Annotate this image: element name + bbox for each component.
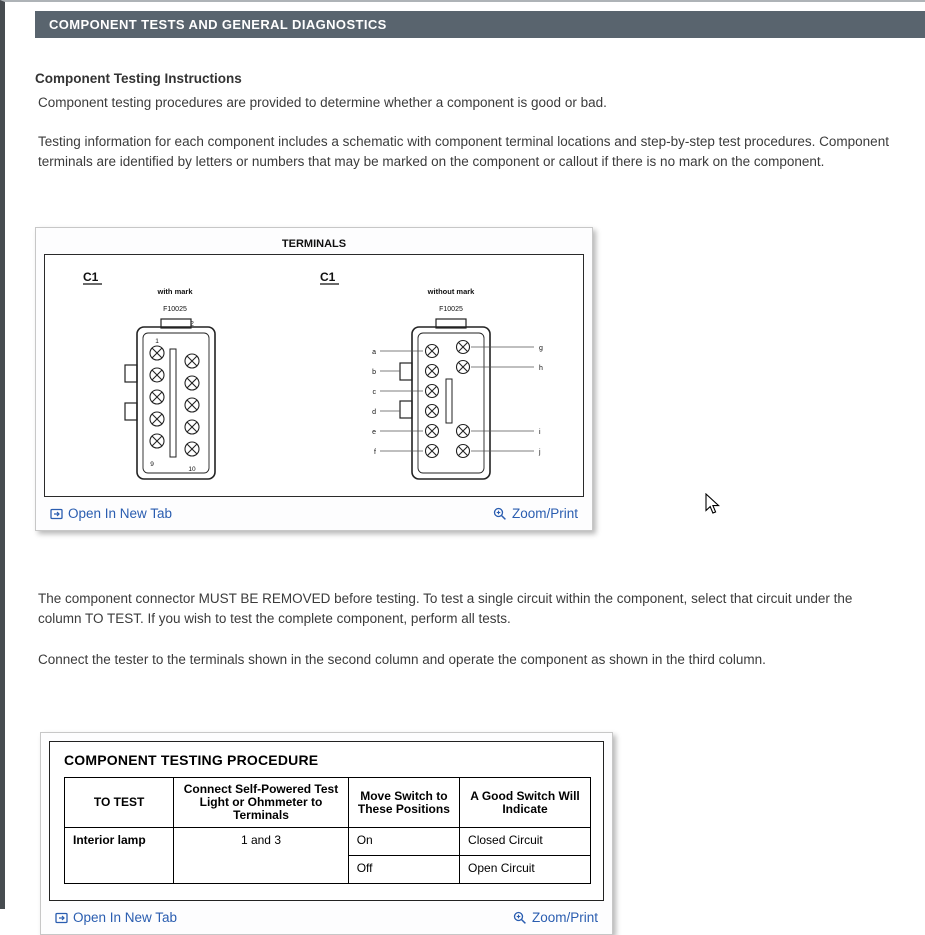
header-to-test: TO TEST (65, 778, 174, 828)
figure-testing-procedure (40, 732, 613, 935)
paragraph-intro: Component testing procedures are provided to determine whether a component is good or bad. (38, 95, 607, 110)
table-header-row (65, 778, 591, 828)
connector1-mark-label: with mark (157, 287, 193, 296)
connector1-terminal-pins (150, 346, 199, 456)
open-in-new-tab-link[interactable] (50, 506, 172, 521)
connector1-code: F10025 (163, 306, 187, 313)
pin-number-1: 1 (155, 338, 159, 345)
open-in-new-tab-icon (55, 912, 68, 924)
figure-terminals (35, 227, 593, 531)
open-in-new-tab-link[interactable] (55, 910, 177, 925)
pin-letter-j: j (539, 449, 541, 456)
cell-indication-open: Open Circuit (460, 856, 591, 884)
pin-number-9: 9 (150, 461, 154, 468)
connector2-code: F10025 (439, 306, 463, 313)
connector1-body (125, 319, 215, 479)
main-content (5, 71, 925, 935)
paragraph-connect-tester: Connect the tester to the terminals shown in the second column and operate the component as shown in the third column. (38, 652, 766, 667)
pin-letter-b: b (372, 369, 376, 376)
zoom-print-icon (513, 911, 527, 925)
paragraph-connector-removed: The component connector MUST BE REMOVED before testing. To test a single circuit within the component, select that circuit under the column TO TEST. If you wish to test the complete component, perform all tests. (38, 591, 853, 626)
cell-terminals: 1 and 3 (174, 828, 348, 884)
testing-procedure-title: COMPONENT TESTING PROCEDURE (64, 752, 319, 768)
section-title: Component Testing Instructions (35, 71, 242, 86)
zoom-print-link[interactable] (493, 506, 578, 521)
cell-position-on: On (348, 828, 459, 856)
header-indicate: A Good Switch Will Indicate (460, 778, 591, 828)
figure2-footer (49, 901, 604, 926)
zoom-print-label: Zoom/Print (531, 910, 598, 925)
pin-letter-h: h (539, 365, 543, 372)
cell-indication-closed: Closed Circuit (460, 828, 591, 856)
connector-with-mark-diagram (57, 261, 292, 493)
pin-number-2: 2 (190, 320, 194, 328)
header-positions: Move Switch to These Positions (348, 778, 459, 828)
pin-number-10: 10 (188, 466, 196, 473)
testing-procedure-box (49, 741, 604, 901)
figure1-footer (44, 497, 584, 522)
open-in-new-tab-icon (50, 508, 63, 520)
table-row (65, 828, 591, 856)
pin-letter-i: i (539, 429, 541, 436)
connector1-label: C1 (83, 270, 99, 284)
zoom-print-label: Zoom/Print (511, 506, 578, 521)
zoom-print-link[interactable] (513, 910, 598, 925)
zoom-print-icon (493, 507, 507, 521)
connector2-terminal-pins (426, 341, 470, 458)
cell-position-off: Off (348, 856, 459, 884)
pin-letter-e: e (372, 429, 376, 436)
pin-letter-a: a (372, 349, 376, 356)
pin-letter-g: g (539, 345, 543, 352)
connector2-mark-label: without mark (427, 287, 475, 296)
terminals-diagram (44, 254, 584, 497)
connector2-body (400, 319, 490, 479)
cell-to-test: Interior lamp (65, 828, 174, 884)
figure-terminals-title: TERMINALS (281, 238, 347, 250)
open-in-new-tab-label: Open In New Tab (73, 910, 178, 925)
pin-letter-f: f (374, 449, 376, 456)
paragraph-testing-info: Testing information for each component includes a schematic with component terminal locations and step-by-step test procedures. Component terminals are identified by letters or numbers that may be marked on the component or callout if there is no mark on the component. (38, 134, 889, 169)
header-terminals: Connect Self-Powered Test Light or Ohmmeter to Terminals (174, 778, 348, 828)
pin-letter-c: c (372, 389, 376, 396)
pin-letter-d: d (372, 409, 376, 416)
page-title: COMPONENT TESTS AND GENERAL DIAGNOSTICS (35, 11, 925, 38)
connector2-label: C1 (320, 270, 336, 284)
open-in-new-tab-label: Open In New Tab (68, 506, 173, 521)
connector-without-mark-diagram (310, 261, 565, 493)
testing-procedure-table (64, 777, 591, 884)
